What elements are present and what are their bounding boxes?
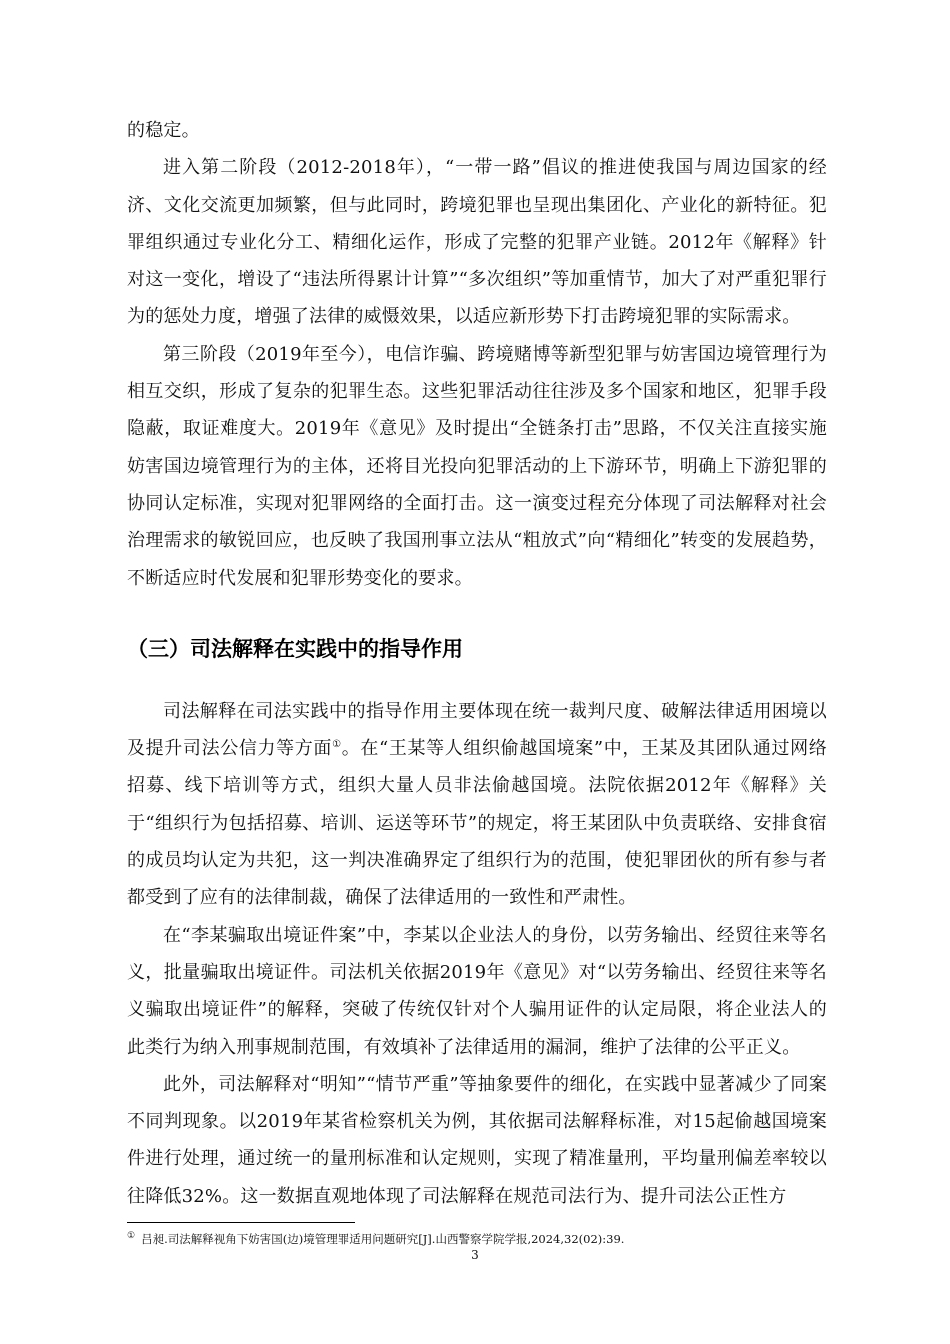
paragraph-guidance (127, 693, 827, 917)
paragraph-case-statistics: 此外，司法解释对“明知”“情节严重”等抽象要件的细化，在实践中显著减少了同案不同判现象。以2019年某省检察机关为例，其依据司法解释标准，对15起偷越国境案件进行处理，通过统一的量刑标准和认定规则，实现了精准量刑，平均量刑偏差率较以往降低32%。这一数据直观地体现了司法解释在规范司法行为、提升司法公正性方 (127, 1073, 827, 1207)
footnote (127, 1231, 827, 1247)
footnote-reference[interactable]: ① (332, 739, 342, 751)
paragraph-guidance-text-a: 司法解释在司法实践中的指导作用主要体现在统一裁判尺度、破解法律适用困境以及提升司法公信力等方面 (127, 700, 827, 760)
paragraph-stage-two: 进入第二阶段（2012-2018年），“一带一路”倡议的推进使我国与周边国家的经济、文化交流更加频繁，但与此同时，跨境犯罪也呈现出集团化、产业化的新特征。犯罪组织通过专业化分工、精细化运作，形成了完整的犯罪产业链。2012年《解释》针对这一变化，增设了“违法所得累计计算”“多次组织”等加重情节，加大了对严重犯罪行为的惩处力度，增强了法律的威慑效果，以适应新形势下打击跨境犯罪的实际需求。 (127, 157, 827, 328)
footnote-mark: ① (127, 1231, 136, 1242)
page-number: 3 (471, 1248, 479, 1262)
paragraph-guidance-text-b: 。在“王某等人组织偷越国境案”中，王某及其团队通过网络招募、线下培训等方式，组织大量人员非法偷越国境。法院依据2012年《解释》关于“组织行为包括招募、培训、运送等环节”的规定，将王某团队中负责联络、安排食宿的成员均认定为共犯，这一判决准确界定了组织行为的范围，使犯罪团伙的所有参与者都受到了应有的法律制裁，确保了法律适用的一致性和严肃性。 (127, 738, 827, 909)
paragraph-case-li: 在“李某骗取出境证件案”中，李某以企业法人的身份，以劳务输出、经贸往来等名义，批量骗取出境证件。司法机关依据2019年《意见》对“以劳务输出、经贸往来等名义骗取出境证件”的解释，突破了传统仅针对个人骗用证件的认定局限，将企业法人的此类行为纳入刑事规制范围，有效填补了法律适用的漏洞，维护了法律的公平正义。 (127, 924, 827, 1058)
document-page (127, 112, 827, 1215)
paragraph-stage-three: 第三阶段（2019年至今），电信诈骗、跨境赌博等新型犯罪与妨害国边境管理行为相互交织，形成了复杂的犯罪生态。这些犯罪活动往往涉及多个国家和地区，犯罪手段隐蔽，取证难度大。2019年《意见》及时提出“全链条打击”思路，不仅关注直接实施妨害国边境管理行为的主体，还将目光投向犯罪活动的上下游环节，明确上下游犯罪的协同认定标准，实现对犯罪网络的全面打击。这一演变过程充分体现了司法解释对社会治理需求的敏锐回应，也反映了我国刑事立法从“粗放式”向“精细化”转变的发展趋势，不断适应时代发展和犯罪形势变化的要求。 (127, 343, 827, 589)
footnote-divider (127, 1222, 355, 1223)
section-heading: （三）司法解释在实践中的指导作用 (127, 636, 463, 661)
footnote-text: 吕昶.司法解释视角下妨害国(边)境管理罪适用问题研究[J].山西警察学院学报,2024,32(02):39. (141, 1232, 625, 1246)
paragraph-intro-tail: 的稳定。 (127, 120, 200, 141)
